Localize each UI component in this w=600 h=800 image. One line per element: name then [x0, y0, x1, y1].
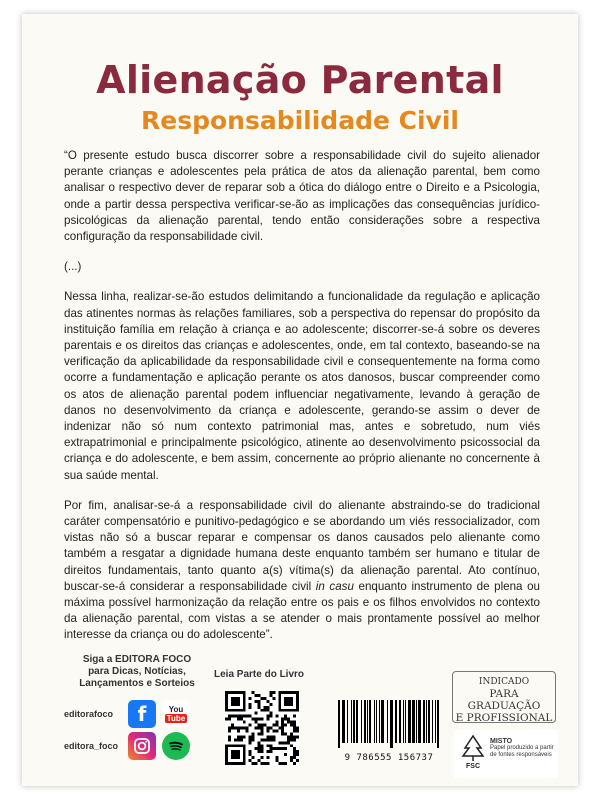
barcode-bar — [418, 700, 421, 743]
synopsis-p3-end: enquanto instrumento de plena ou máxima possível harmonização da relação entre os pais e os filhos envolvidos no contexto da alienação parental, com vistas a se atender o mais prontamente possível ao melhor interesse da criança ou do adolescente”. — [64, 579, 540, 642]
barcode-bar — [353, 700, 355, 743]
fsc-tree-icon — [460, 734, 486, 775]
isbn-barcode — [334, 700, 444, 763]
barcode-bar — [338, 700, 340, 748]
book-back-cover — [22, 14, 578, 786]
recommended-badge — [452, 671, 556, 723]
barcode-bar — [408, 700, 411, 743]
barcode-bar — [369, 700, 371, 743]
social-row-2 — [64, 732, 190, 760]
synopsis-p3-start: Por fim, analisar-se-á a responsabilidade civil do alienante abstraindo-se do tradicional caráter compensatório e punitivo-pedagógico e se abordando um viés ressocializador, com vistas não só a buscar reparar e compensar os danos causados pelo alienante como também a resgatar a dignidade humana deste enquanto também ser humano e titular de direitos fundamentais, tanto quanto a(s) vítima(s) da alienação parental. Ato contínuo, buscar-se-á considerar a responsabilidade civil — [64, 498, 540, 593]
barcode-bar — [416, 700, 417, 743]
barcode-bar — [423, 700, 425, 743]
synopsis-paragraph-1: “O presente estudo busca discorrer sobre a responsabilidade civil do sujeito alienador perante crianças e adolescentes pela prática de atos da alienação parental, bem como analisar o respectivo dever de reparar sob a ótica do diálogo entre o Direito e a Psicologia, onde a partir dessa perspectiva verificar-se-ão as implicações das consequências jurídico-psicológicas da alienação parental, tendo então considerações sobre a respectiva configuração da responsabilidade civil. — [64, 149, 540, 244]
barcode-bar — [435, 700, 436, 743]
barcode-bar — [428, 700, 430, 743]
follow-publisher-text — [62, 654, 212, 690]
barcode-bar — [364, 700, 366, 743]
barcode-bar — [387, 700, 388, 743]
book-title: Alienação Parental — [96, 58, 504, 102]
fsc-label: FSC — [466, 763, 480, 770]
facebook-icon[interactable]: f — [128, 700, 156, 728]
social-row-1 — [64, 700, 190, 728]
barcode-bar — [395, 700, 397, 743]
badge-line: E PROFISSIONAL — [455, 712, 553, 724]
synopsis-paragraph-3 — [64, 498, 540, 644]
barcode-bar — [403, 700, 404, 743]
synopsis-ellipsis: (...) — [64, 260, 82, 274]
barcode-bar — [351, 700, 352, 743]
barcode-bar — [342, 700, 345, 743]
fsc-misto: MISTO — [490, 738, 513, 745]
follow-line: para Dicas, Notícias, — [88, 666, 186, 677]
barcode-bar — [347, 700, 348, 743]
spotify-icon[interactable] — [162, 732, 190, 760]
instagram-icon[interactable] — [128, 732, 156, 760]
badge-line: INDICADO — [478, 677, 530, 687]
barcode-bar — [390, 700, 393, 748]
barcode-bar — [412, 700, 415, 743]
fsc-description: Papel produzido a partir de fontes responsáveis — [490, 745, 554, 758]
barcode-bar — [367, 700, 368, 743]
follow-line: Lançamentos e Sorteios — [79, 678, 195, 689]
barcode-bar — [432, 700, 433, 743]
social-handle: editora_foco — [64, 741, 119, 751]
youtube-icon[interactable]: You Tube — [162, 700, 190, 728]
barcode-bar — [361, 700, 362, 743]
book-subtitle: Responsabilidade Civil — [141, 106, 459, 135]
synopsis-paragraph-2: Nessa linha, realizar-se-ão estudos delimitando a funcionalidade da regulação e aplicação das atinentes normas às relações familiares, sob a perspectiva do repensar do propósito da instituição família em relação à criança e ao adolescente; discorrer-se-á sobre os deveres parentais e os direitos das crianças e adolescentes, onde, em tal contexto, baseando-se na verificação da aplicabilidade da responsabilidade civil e consequentemente na forma como ocorre a fundamentação e aplicação perante os atos danosos, buscar compreender como os atos de alienação parental podem influenciar negativamente, levando à geração de danos no desenvolvimento da criança e adolescente, gerando-se assim o dever de indenizar não só num contexto patrimonial mas, antes e sobretudo, num viés extrapatrimonial e principalmente psicológico, atinente ao desenvolvimento psicossocial da criança e do adolescente, e bem assim, concernente ao próprio alienante no concernente à sua saúde mental. — [64, 290, 540, 482]
barcode-bar — [381, 700, 384, 743]
read-sample-label: Leia Parte do Livro — [214, 669, 305, 680]
follow-line: Siga a EDITORA FOCO — [82, 654, 192, 665]
barcode-bar — [405, 700, 406, 743]
fsc-text — [490, 738, 558, 759]
qr-code[interactable] — [225, 691, 299, 765]
fsc-certification — [454, 730, 558, 778]
social-handle: editorafoco — [64, 709, 114, 719]
synopsis-text — [64, 148, 540, 658]
isbn-number: 9 786555 156737 — [344, 753, 434, 763]
barcode-bar — [426, 700, 427, 743]
barcode-bar — [437, 700, 439, 748]
barcode-bars — [334, 700, 444, 748]
barcode-bar — [379, 700, 380, 743]
barcode-bar — [374, 700, 375, 743]
barcode-bar — [399, 700, 401, 743]
barcode-bar — [376, 700, 377, 743]
synopsis-p3-italic: in casu — [315, 579, 354, 593]
barcode-bar — [356, 700, 358, 743]
badge-line: PARA GRADUAÇÃO — [467, 688, 541, 712]
